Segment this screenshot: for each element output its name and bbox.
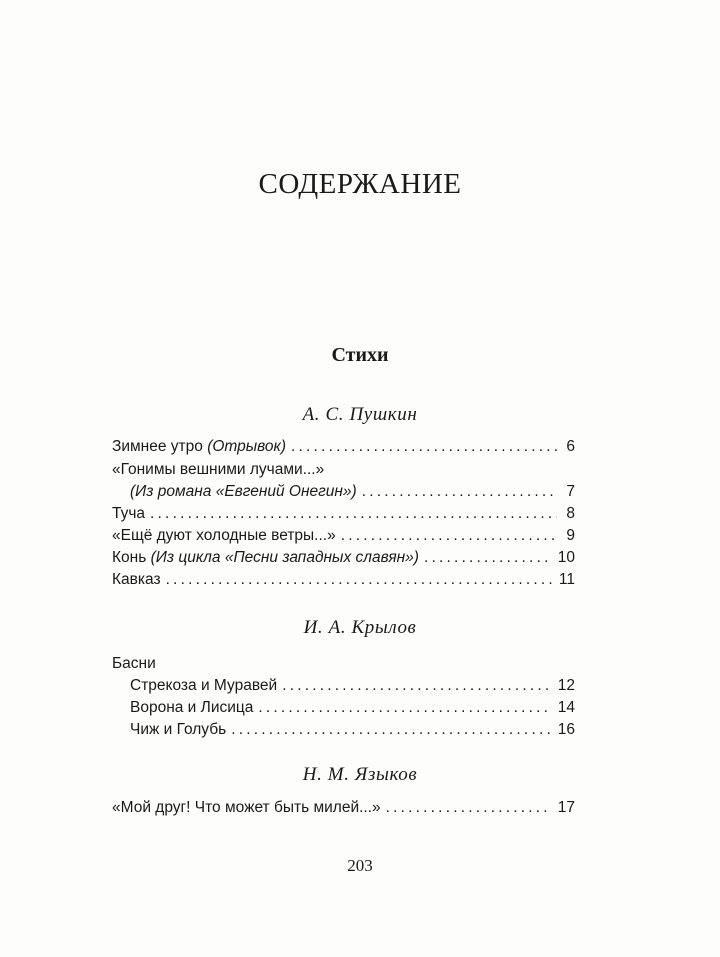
toc-entry [112,570,575,590]
dot-leader [424,548,552,568]
toc-entry-title-line: «Гонимы вешними лучами...» [112,461,325,478]
entry-title: Зимнее утро [112,438,208,455]
page-number: 12 [557,677,575,694]
entry-title: Кавказ [112,571,161,588]
entry-title: Стрекоза и Муравей [130,677,278,694]
author-heading-krylov: И. А. Крылов [303,617,417,638]
toc-entry [112,798,575,818]
entry-note: (Из романа «Евгений Онегин») [130,483,357,500]
entry-note: (Из цикла «Песни западных славян») [150,549,419,566]
entry-title: «Мой друг! Что может быть милей...» [112,799,381,816]
entry-note: (Отрывок) [207,438,287,455]
page-title: СОДЕРЖАНИЕ [258,168,462,200]
dot-leader [341,526,557,546]
page-number: 10 [557,549,575,566]
toc-entry [130,482,575,502]
page-folio: 203 [347,856,373,875]
toc-entry [130,698,575,718]
toc-entry [130,676,575,696]
section-heading: Стихи [331,344,389,366]
dot-leader [282,676,552,696]
group-heading: Басни [112,655,156,672]
toc-entry [112,548,575,568]
dot-leader [258,698,551,718]
page-number: 17 [557,799,575,816]
page-number: 8 [566,505,575,522]
dot-leader [362,482,557,502]
toc-entry [112,526,575,546]
author-heading-pushkin: А. С. Пушкин [302,404,418,425]
page-number: 7 [566,483,575,500]
entry-title: «Ещё дуют холодные ветры...» [112,527,336,544]
page-number: 9 [566,527,575,544]
dot-leader [150,504,557,524]
toc-entry [112,504,575,524]
entry-title: Ворона и Лисица [130,699,254,716]
dot-leader [231,720,552,740]
page-number: 14 [557,699,575,716]
author-heading-yazykov: Н. М. Языков [302,764,418,785]
page-number: 11 [558,571,575,588]
toc-entry [130,720,575,740]
page-number: 6 [566,438,575,455]
toc-entry [112,437,575,457]
dot-leader [166,570,553,590]
entry-title: Чиж и Голубь [130,721,227,738]
dot-leader [291,437,557,457]
page-number: 16 [557,721,575,738]
entry-title: Конь [112,549,151,566]
entry-title: Туча [112,505,146,522]
dot-leader [386,798,552,818]
